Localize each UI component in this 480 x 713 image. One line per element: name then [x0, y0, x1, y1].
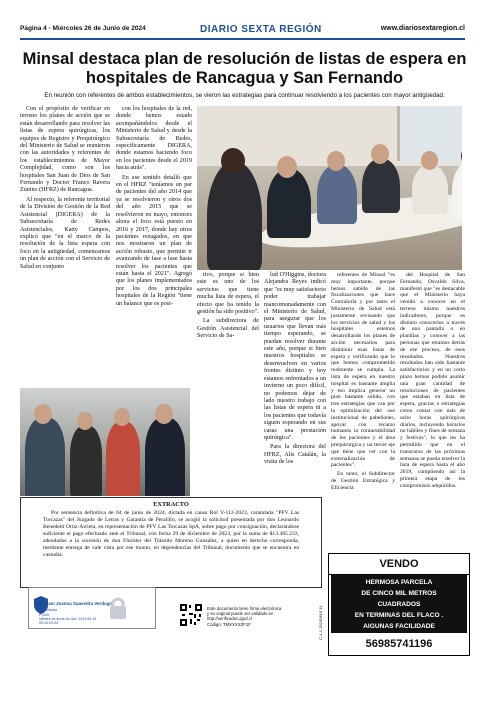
- signature-date: Validez de firma de doc: 2024.06.19 09:10:03-04: [39, 617, 97, 626]
- paragraph: La subdirectora de Gestión Asistencial del Servicio de Sa-: [197, 318, 259, 340]
- article-column-5: [331, 272, 395, 494]
- electronic-signature: [28, 587, 156, 629]
- verification-link[interactable]: http://verificadoc.pjud.cl: [207, 616, 252, 622]
- article-column-2-main: [116, 106, 192, 310]
- website-url[interactable]: www.diariosextaregion.cl: [380, 25, 465, 32]
- article-column-3: [197, 272, 259, 343]
- signer-role: Secretario: [39, 607, 58, 612]
- classified-ad: [328, 553, 470, 656]
- ad-line: AIGUNAS FACILIDADE: [363, 623, 435, 630]
- article-headline: Minsal destaca plan de resolución de listas de espera en hospitales de Rancagua y San Fernando: [22, 50, 467, 87]
- page-header: [20, 24, 465, 40]
- hallway-photo: [20, 388, 190, 496]
- verification-line: y su original puede ser validado en: [207, 611, 274, 617]
- ad-line: HERMOSA PARCELA: [365, 579, 433, 586]
- signer-name: Myriam Joanna Saavedra Verdugo: [39, 601, 113, 606]
- paragraph: tivo, porque si bien este es uno de los servicios que tiene mucha lista de espera, el efecto que ha tenido la gestión ha sido positivo".: [197, 272, 259, 316]
- legal-notice: [20, 497, 322, 588]
- paragraph: Con el propósito de verificar en terreno los planes de acción que se están desarrollando para resolver las listas de espera quirúrgicas, los equipos de Registro y Prequirúrgico del Ministerio de Salud se reunieron con las autoridades y referentes de los establecimientos de Mayor Complejidad, como son los hospitales San Juan de Dios de San Fernando y Doctor Franco Ravera Zunino (HFRZ) de Rancagua.: [20, 106, 110, 194]
- paragraph: del Hospital de San Fernando, Osvaldo Silva, manifestó que "es destacable que el Ministerio haya venido a conocer en el terreno mismo nuestros indicadores, porque es distinto conocerlos a través de una pantalla o en planillas y conocer a las personas que estamos detrás de ese proceso, de esos resultados. Nuestros resultados han sido bastante satisfactorios y en un corto plazo hemos podido asumir una gran cantidad de resoluciones de pacientes que estaban en lista de espera, gracias a estrategias como contar con más de ocho horas quirúrgicas diarios, incluyendo horarios no hábiles y fines de semana y festivos", lo que les ha permitido que en el transcurso de las próximas semanas se pueda resolver la lista de espera hasta el año 2019, cumpliendo así la primera etapa de los compromisos adquiridos.: [400, 272, 465, 489]
- meeting-photo: [197, 106, 462, 270]
- paragraph: En ese sentido detalló que en el HFRZ "teníamos un par de pacientes del año 2014 que ya se resolvieron y otros dos del año 2015 que se resolvieron en mayo, entonces ahora el foco está puesto en 2016 y 2017, donde hay otros pacientes rezagados, en que nos mostraron un plan de acción robusto, que permite ir avanzando de fase a fase hasta resolver los pacientes que están hasta el 2021". Agregó que los planes implementados por los dos principales hospitales de la Región "tiene un balance que es posi-: [116, 174, 192, 307]
- lock-icon: [104, 594, 132, 622]
- ad-line: CUADRADOS: [377, 601, 421, 608]
- paragraph: En tanto, el Subdirector de Gestión Estratégica y Eficiencia: [331, 471, 395, 491]
- paragraph: referentes de Minsal "es muy importante, porque hemos sabido de las fiscalizaciones que hace Contraloría y por tanto el Ministerio de Salud está justamente revisando que los servicios de salud y los hospitales estemos desarrollando los planes de acción necesarios para disminuir esas listas de espera y verificando que lo que hemos comprometido realmente se cumpla. La lista de espera en nuestro hospital es bastante amplia y eso implica generar un plan bastante sólido, con tres estrategias que van por la optimización del uso institucional de pabellones, apoyar con recurso humanos la contactabilidad de los pacientes y el área prequirúrgica y un tercer eje que tiene que ver con la externalización de pacientes".: [331, 272, 395, 469]
- ad-line: EN TERMINAS DEL FLACO .: [354, 612, 444, 619]
- legal-notice-body: Por sentencia definitiva de 04 de junio de 2024, dictada en causa Rol V-112-2023, caratulada "PFV Las Torcazas" del Juzgado de Letras y Garantía de Peralillo, se acogió la solicitud presentada por don Leonardo Benedetti Ortiz-Arrieta, en representación de PFV Las Torcazas SpA, sobre pago por consignación, declarándose suficiente el pago efectuado ante el Tribunal, con fecha 29 de diciembre de 2023, por la suma de $13.485.233, adeudados a la sucesión de don Floridor del Tránsito Moreno González, a quien en derecho corresponda, mediante entrega de vale vista por ese monto, en dependencias del Tribunal, documento que se encuentra en custodia.: [43, 510, 299, 558]
- ad-description: [331, 575, 467, 633]
- ad-title: VENDO: [329, 554, 469, 575]
- ad-phone[interactable]: 56985741196: [365, 638, 433, 650]
- side-code: C-1-1-20240619 11: [318, 605, 323, 640]
- ad-line: DE CINCO MIL METROS: [361, 590, 437, 597]
- verification-code: Código: TMXXXXZF1F: [207, 621, 251, 627]
- paragraph: lud O'Higgins, doctora Alejandra Reyes indicó que "es muy satisfactorio poder trabajar mancomunadamente con el Ministerio de Salud, para asegurar que los usuarios que llevan más tiempo esperando, se puedan resolver durante este año, porque si bien nuestros hospitales se desenvuelven en varios frentes distinto y hoy estamos enfrentados a un invierno un poco difícil, no podemos dejar de lado nuestro trabajo con las listas de espera ni a los pacientes que todavía siguen esperando en sus casas una prestación quirúrgica".: [264, 272, 326, 441]
- paragraph: Para la directora del HFRZ, Alis Catalán, la visita de los: [264, 444, 326, 466]
- signer-court: PJUD: [39, 612, 50, 617]
- article-subheadline: En reunión con referentes de ambos establecimientos, se vieron las estrategias para continuar resolviendo a los pacientes con mayor antigüedad.: [44, 92, 445, 99]
- newspaper-brand: DIARIO SEXTA REGIÓN: [200, 24, 322, 35]
- qr-code-icon[interactable]: [180, 604, 202, 626]
- article-column-4: [264, 272, 326, 469]
- paragraph: con los hospitales de la red, donde hemos estado acompañándolos desde el Ministerio de Salud y desde la Subsecretaría de Redes, específicamente DIGERA, donde estamos haciendo foco en los pacientes desde el 2019 hacia atrás".: [116, 106, 192, 172]
- verification-line: Este documento tiene firma electrónica: [207, 606, 282, 611]
- article-column-6: [400, 272, 465, 492]
- article-column-1: [20, 106, 110, 273]
- verification-info: [207, 606, 281, 627]
- paragraph: Al respecto, la referente territorial de la División de Gestión de la Red Asistencial (DIGERA) de la Subsecretaría de Redes Asistenciales, Katty Campos, explicó que "en el marco de la resolución de la lista espera con foco en la antigüedad, comenzamos un plan de acción con el Servicio de Salud en conjunto: [20, 196, 110, 270]
- page-info: Página 4 - Miércoles 26 de Junio de 2024: [20, 25, 146, 32]
- legal-notice-title: EXTRACTO: [153, 501, 189, 508]
